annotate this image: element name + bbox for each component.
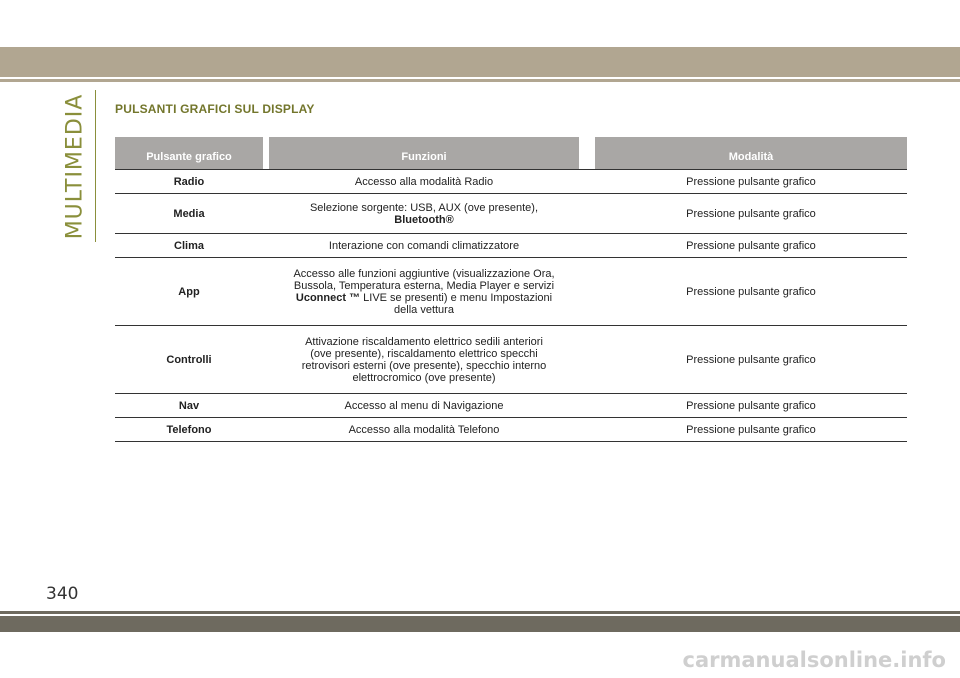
function-text: Selezione sorgente: USB, AUX (ove presente), — [309, 201, 539, 214]
row-mode: Pressione pulsante grafico — [686, 399, 816, 412]
function-text: (ove presente), riscaldamento elettrico specchi — [310, 347, 538, 360]
function-line — [394, 304, 454, 316]
function-text: della vettura — [394, 303, 454, 316]
function-line — [310, 202, 538, 214]
function-line — [352, 372, 495, 384]
table-row — [115, 394, 907, 418]
section-title: PULSANTI GRAFICI SUL DISPLAY — [115, 102, 315, 116]
row-button-name: Nav — [178, 399, 200, 412]
row-functions — [269, 258, 579, 325]
function-line — [345, 400, 504, 412]
function-text: elettrocromico (ove presente) — [352, 371, 496, 384]
row-mode: Pressione pulsante grafico — [686, 423, 816, 436]
function-text: Accesso alla modalità Telefono — [348, 423, 500, 436]
function-line — [355, 176, 493, 188]
function-text: Interazione con comandi climatizzatore — [328, 239, 520, 252]
row-button-name: Radio — [173, 175, 205, 188]
table-row — [115, 194, 907, 234]
row-functions — [269, 234, 579, 257]
function-line — [294, 280, 554, 292]
function-line — [305, 336, 543, 348]
header-button: Pulsante grafico — [115, 137, 263, 169]
top-decorative-line — [0, 79, 960, 82]
table-row — [115, 418, 907, 442]
row-mode: Pressione pulsante grafico — [686, 285, 816, 298]
row-functions — [269, 194, 579, 233]
function-text: LIVE se presenti) e menu Impostazioni — [360, 291, 553, 304]
function-line — [293, 268, 554, 280]
row-button-name: Media — [173, 207, 205, 220]
row-mode: Pressione pulsante grafico — [686, 175, 816, 188]
row-button-name: Controlli — [166, 353, 212, 366]
row-functions — [269, 326, 579, 393]
row-mode: Pressione pulsante grafico — [686, 207, 816, 220]
table-row — [115, 234, 907, 258]
function-text: Accesso alla modalità Radio — [354, 175, 494, 188]
function-text: Accesso al menu di Navigazione — [344, 399, 504, 412]
row-functions — [269, 418, 579, 441]
function-line — [302, 360, 547, 372]
function-line — [329, 240, 519, 252]
row-mode: Pressione pulsante grafico — [686, 353, 816, 366]
chapter-side-label-text: MULTIMEDIA — [62, 93, 88, 239]
row-mode: Pressione pulsante grafico — [686, 239, 816, 252]
function-text: Uconnect ™ — [295, 291, 361, 304]
table-row — [115, 258, 907, 326]
top-decorative-band — [0, 47, 960, 77]
table-row — [115, 326, 907, 394]
function-line — [394, 214, 453, 226]
function-line — [349, 424, 500, 436]
function-text: Accesso alle funzioni aggiuntive (visualizzazione Ora, — [293, 267, 555, 280]
header-mode: Modalità — [595, 137, 907, 169]
function-text: retrovisori esterni (ove presente), specchio interno — [301, 359, 547, 372]
row-functions — [269, 170, 579, 193]
watermark-text: carmanualsonline.info — [682, 648, 946, 672]
row-functions — [269, 394, 579, 417]
row-button-name: Telefono — [166, 423, 212, 436]
function-text: Bussola, Temperatura esterna, Media Player e servizi — [293, 279, 555, 292]
bottom-decorative-band — [0, 616, 960, 632]
page-number: 340 — [46, 584, 79, 604]
buttons-table — [115, 137, 907, 442]
table-header — [115, 137, 907, 169]
chapter-side-label — [55, 90, 96, 242]
table-body — [115, 170, 907, 442]
bottom-decorative-line — [0, 611, 960, 614]
header-functions: Funzioni — [269, 137, 579, 169]
function-text: Bluetooth® — [394, 213, 454, 226]
function-line — [296, 292, 552, 304]
function-line — [310, 348, 537, 360]
function-text: Attivazione riscaldamento elettrico sedili anteriori — [305, 335, 543, 348]
table-row — [115, 170, 907, 194]
row-button-name: Clima — [174, 239, 204, 252]
row-button-name: App — [178, 285, 200, 298]
